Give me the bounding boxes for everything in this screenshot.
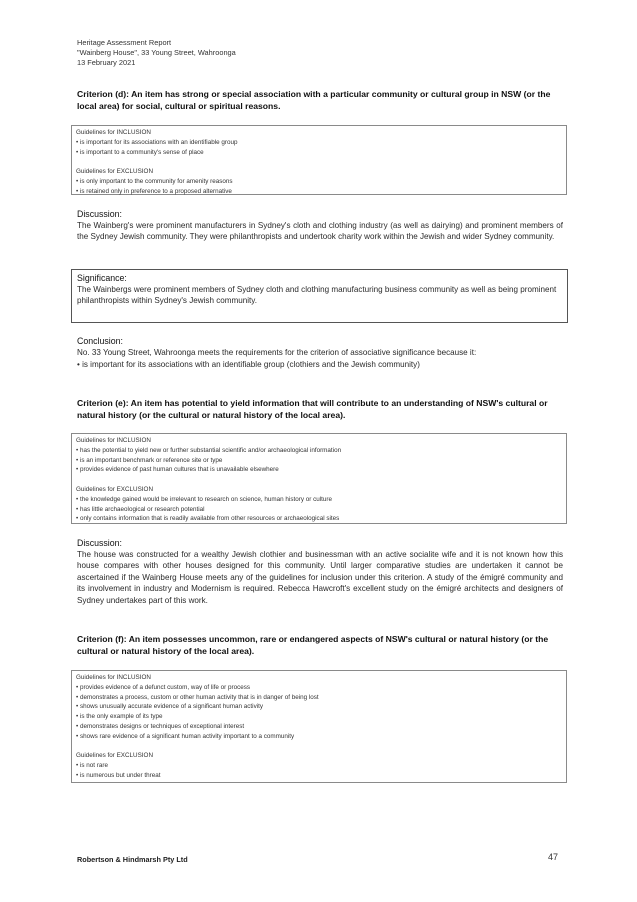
guideline-item: • shows unusually accurate evidence of a significant human activity [76, 703, 264, 711]
criterion-d-conclusion-line1: No. 33 Young Street, Wahroonga meets the requirements for the criterion of associative significance because it: [77, 348, 477, 357]
criterion-d-guidelines [71, 125, 567, 195]
guideline-item: • is retained only in preference to a proposed alternative [76, 187, 232, 195]
guideline-item: • shows rare evidence of a significant human activity important to a community [76, 732, 295, 740]
criterion-d-discussion: The Wainberg's were prominent manufacturers in Sydney's cloth and clothing industry (as well as dairying) and prominent members of the Sydney Jewish community. They were philanthropists and undertook charity work within the Jewish and wider Sydney community. [77, 221, 563, 242]
guideline-item: • is important to a community's sense of place [76, 148, 204, 156]
guideline-item: • only contains information that is readily available from other resources or archaeological sites [76, 515, 340, 523]
exclusion-heading: Guidelines for EXCLUSION [76, 485, 153, 493]
significance-text: The Wainbergs were prominent members of Sydney cloth and clothing manufacturing business community as well as being prominent philanthropists within Sydney's Jewish community. [77, 285, 557, 306]
guideline-item: • provides evidence of past human cultures that is unavailable elsewhere [76, 466, 279, 474]
header-address: "Wainberg House", 33 Young Street, Wahroonga [77, 48, 236, 57]
exclusion-heading: Guidelines for EXCLUSION [76, 168, 153, 176]
criterion-d-conclusion-line2: • is important for its associations with an identifiable group (clothiers and the Jewish community) [77, 360, 420, 369]
guideline-item: • is not rare [76, 762, 108, 770]
guideline-item: • is the only example of its type [76, 713, 163, 721]
guideline-item: • is an important benchmark or reference site or type [76, 456, 223, 464]
significance-label: Significance: [77, 273, 127, 283]
criterion-d-title: Criterion (d): An item has strong or special association with a particular community or cultural group in NSW (or the local area) for social, cultural or spiritual reasons. [77, 89, 551, 112]
criterion-e-guidelines [71, 433, 567, 524]
header-title: Heritage Assessment Report [77, 38, 172, 47]
inclusion-heading: Guidelines for INCLUSION [76, 437, 151, 444]
page-number: 47 [548, 852, 559, 862]
significance-box [71, 269, 568, 323]
inclusion-heading: Guidelines for INCLUSION [76, 674, 151, 681]
exclusion-heading: Guidelines for EXCLUSION [76, 752, 153, 760]
header-date: 13 February 2021 [77, 58, 136, 67]
guideline-item: • demonstrates designs or techniques of exceptional interest [76, 722, 245, 730]
guideline-item: • has little archaeological or research potential [76, 505, 205, 513]
criterion-e-discussion-label: Discussion: [77, 538, 122, 548]
criterion-d-conclusion-label: Conclusion: [77, 336, 123, 346]
inclusion-heading: Guidelines for INCLUSION [76, 129, 151, 136]
guideline-item: • the knowledge gained would be irrelevant to research on science, human history or culture [76, 495, 332, 503]
criterion-f-guidelines [71, 670, 567, 783]
guideline-item: • provides evidence of a defunct custom, way of life or process [76, 683, 251, 691]
guideline-item: • is important for its associations with an identifiable group [76, 138, 238, 146]
guideline-item: • has the potential to yield new or further substantial scientific and/or archaeological information [76, 446, 342, 454]
footer-company: Robertson & Hindmarsh Pty Ltd [77, 855, 188, 864]
guideline-item: • is numerous but under threat [76, 771, 161, 779]
guideline-item: • is only important to the community for amenity reasons [76, 177, 233, 185]
criterion-e-discussion: The house was constructed for a wealthy Jewish clothier and businessman with an active socialite wife and it is not known how this house compares with other houses designed for this community. Until larger comparative studies are undertaken it cannot be ascertained if the Wainberg House meets any of the guidelines for inclusion under this criterion. A study of the émigré community and its involvement in industry and Modernism is required. Rebecca Hawcroft's excellent study on the émigré architects and designers of Sydney undertakes part of this work. [77, 550, 563, 605]
criterion-e-title: Criterion (e): An item has potential to yield information that will contribute to an understanding of NSW's cultural or natural history (or the cultural or natural history of the local area). [77, 398, 548, 421]
criterion-f-title: Criterion (f): An item possesses uncommon, rare or endangered aspects of NSW's cultural or natural history (or the cultural or natural history of the local area). [77, 634, 549, 657]
guideline-item: • demonstrates a process, custom or other human activity that is in danger of being lost [76, 693, 319, 701]
report-header [77, 38, 236, 68]
criterion-d-discussion-label: Discussion: [77, 209, 122, 219]
